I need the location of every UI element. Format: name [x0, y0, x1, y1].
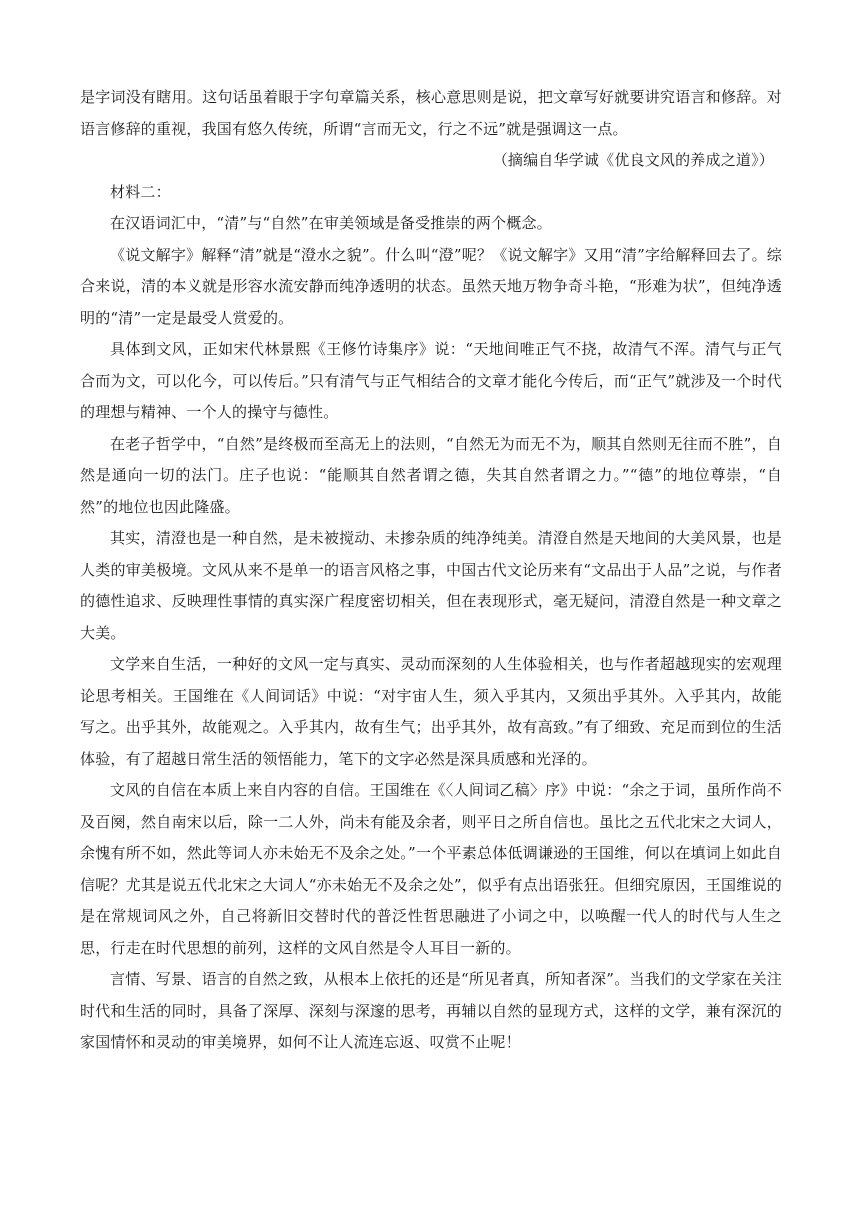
material-two-heading: 材料二：	[110, 182, 171, 201]
continued-paragraph: 是字词没有瞎用。这句话虽着眼于字句章篇关系，核心意思则是说，把文章写好就要讲究语言和修辞。对语言修辞的重视，我国有悠久传统，所谓“言而无文，行之不远”就是强调这一点。	[80, 88, 782, 138]
paragraph: 《说文解字》解释“清”就是“澄水之貌”。什么叫“澄”呢？《说文解字》又用“清”字给解释回去了。综合来说，清的本义就是形容水流安静而纯净透明的状态。虽然天地万物争奇斗艳，“形难为状”，但纯净透明的“清”一定是最受人赏爱的。	[80, 245, 782, 327]
source-citation: （摘编自华学诚《优良文风的养成之道》）	[492, 151, 774, 169]
paragraph: 其实，清澄也是一种自然，是未被搅动、未掺杂质的纯净纯美。清澄自然是天地间的大美风景，也是人类的审美极境。文风从来不是单一的语言风格之事，中国古代文论历来有“文品出于人品”之说，与作者的德性追求、反映理性事情的真实深广程度密切相关，但在表现形式，毫无疑问，清澄自然是一种文章之大美。	[80, 529, 782, 642]
document-page	[80, 82, 782, 1059]
paragraph: 在汉语词汇中，“清”与“自然”在审美领域是备受推崇的两个概念。	[110, 214, 552, 232]
paragraph: 具体到文风，正如宋代林景熙《王修竹诗集序》说：“天地间唯正气不挠，故清气不浑。清气与正气合而为文，可以化今，可以传后。”只有清气与正气相结合的文章才能化今传后，而“正气”就涉及一个时代的理想与精神、一个人的操守与德性。	[80, 340, 782, 421]
paragraph: 文风的自信在本质上来自内容的自信。王国维在《〈人间词乙稿〉序》中说：“余之于词，虽所作尚不及百阕，然自南宋以后，除一二人外，尚未有能及余者，则平日之所自信也。虽比之五代北宋之大词人，余愧有所不如，然此等词人亦未始无不及余之处。”一个平素总体低调谦逊的王国维，何以在填词上如此自信呢？尤其是说五代北宋之大词人“亦未始无不及余之处”，似乎有点出语张狂。但细究原因，王国维说的是在常规词风之外，自己将新旧交替时代的普泛性哲思融进了小词之中，以唤醒一代人的时代与人生之思，行走在时代思想的前列，这样的文风自然是令人耳目一新的。	[80, 781, 782, 957]
paragraph: 在老子哲学中，“自然”是终极而至高无上的法则，“自然无为而无不为，顺其自然则无往而不胜”，自然是通向一切的法门。庄子也说：“能顺其自然者谓之德，失其自然者谓之力。”“德”的地位尊崇，“自然”的地位也因此隆盛。	[80, 434, 782, 516]
paragraph: 言情、写景、语言的自然之致，从根本上依托的还是“所见者真，所知者深”。当我们的文学家在关注时代和生活的同时，具备了深厚、深刻与深邃的思考，再辅以自然的显现方式，这样的文学，兼有深沉的家国情怀和灵动的审美境界，如何不让人流连忘返、叹赏不止呢！	[80, 970, 782, 1051]
paragraph: 文学来自生活，一种好的文风一定与真实、灵动而深刻的人生体验相关，也与作者超越现实的宏观理论思考相关。王国维在《人间词话》中说：“对宇宙人生，须入乎其内，又须出乎其外。入乎其内，故能写之。出乎其外，故能观之。入乎其内，故有生气；出乎其外，故有高致。”有了细致、充足而到位的生活体验，有了超越日常生活的领悟能力，笔下的文字必然是深具质感和光泽的。	[80, 655, 782, 768]
